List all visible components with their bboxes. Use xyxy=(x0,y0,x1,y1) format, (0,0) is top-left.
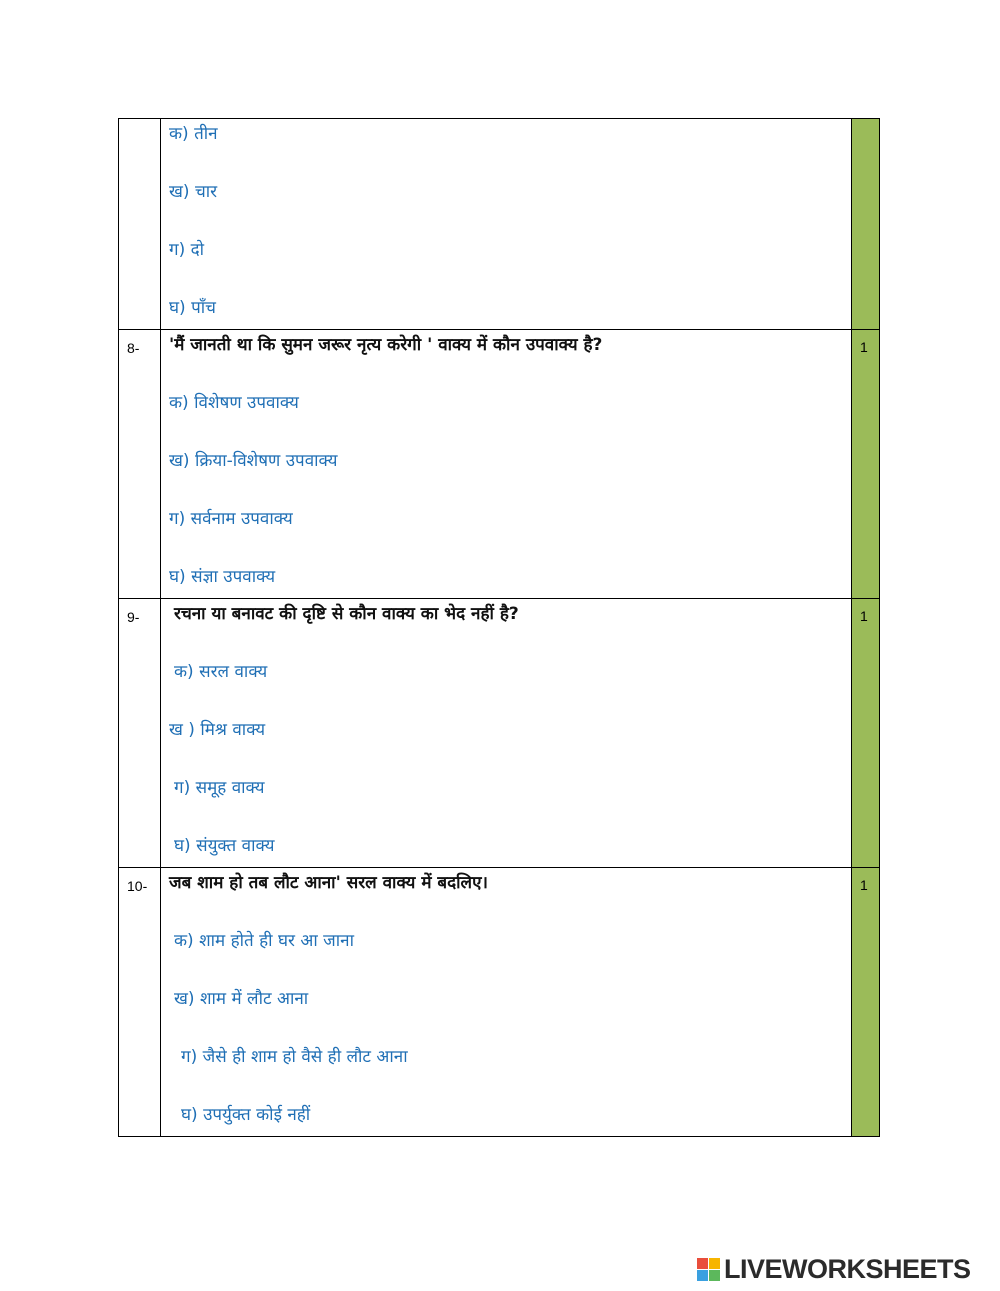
question-number-cell xyxy=(119,599,161,868)
question-content-cell xyxy=(161,868,852,1137)
question-row xyxy=(119,119,880,330)
option: ख) शाम में लौट आना xyxy=(174,989,309,1009)
brand-name: LIVEWORKSHEETS xyxy=(724,1253,971,1284)
liveworksheets-logo-icon xyxy=(697,1258,720,1281)
question-number-cell xyxy=(119,868,161,1137)
marks-cell xyxy=(852,599,880,868)
marks-value: 1 xyxy=(860,877,868,893)
question-content-cell xyxy=(161,330,852,599)
question-number: 10- xyxy=(127,878,148,894)
question-number: 8- xyxy=(127,340,140,356)
question-row xyxy=(119,599,880,868)
option: ख ) मिश्र वाक्य xyxy=(169,720,266,740)
option: घ) संयुक्त वाक्य xyxy=(174,836,275,856)
option: ग) सर्वनाम उपवाक्य xyxy=(169,509,293,529)
option: ग) समूह वाक्य xyxy=(174,778,265,798)
option: ग) जैसे ही शाम हो वैसे ही लौट आना xyxy=(181,1047,408,1067)
question-text: रचना या बनावट की दृष्टि से कौन वाक्य का भेद नहीं है? xyxy=(174,604,519,624)
option: घ) उपर्युक्त कोई नहीं xyxy=(181,1105,311,1125)
question-number: 9- xyxy=(127,609,140,625)
liveworksheets-logo[interactable] xyxy=(697,1254,971,1284)
marks-cell xyxy=(852,119,880,330)
marks-value: 1 xyxy=(860,339,868,355)
marks-cell xyxy=(852,330,880,599)
option: ख) चार xyxy=(169,182,218,202)
question-text: 'मैं जानती था कि सुमन जरूर नृत्य करेगी ' वाक्य में कौन उपवाक्य है? xyxy=(169,335,603,355)
option: क) विशेषण उपवाक्य xyxy=(169,393,299,413)
marks-cell xyxy=(852,868,880,1137)
option: ग) दो xyxy=(169,240,205,260)
question-number xyxy=(119,119,160,129)
marks-value xyxy=(852,119,879,128)
question-number-cell xyxy=(119,119,161,330)
question-text: जब शाम हो तब लौट आना' सरल वाक्य में बदलिए। xyxy=(169,873,488,893)
question-number-cell xyxy=(119,330,161,599)
option: घ) पाँच xyxy=(169,298,216,318)
option: घ) संज्ञा उपवाक्य xyxy=(169,567,276,587)
option: क) तीन xyxy=(169,124,218,144)
question-table xyxy=(118,118,880,1137)
question-content-cell xyxy=(161,599,852,868)
option: ख) क्रिया-विशेषण उपवाक्य xyxy=(169,451,338,471)
question-content-cell xyxy=(161,119,852,330)
option: क) शाम होते ही घर आ जाना xyxy=(174,931,355,951)
question-row xyxy=(119,330,880,599)
marks-value: 1 xyxy=(860,608,868,624)
question-row xyxy=(119,868,880,1137)
option: क) सरल वाक्य xyxy=(174,662,268,682)
